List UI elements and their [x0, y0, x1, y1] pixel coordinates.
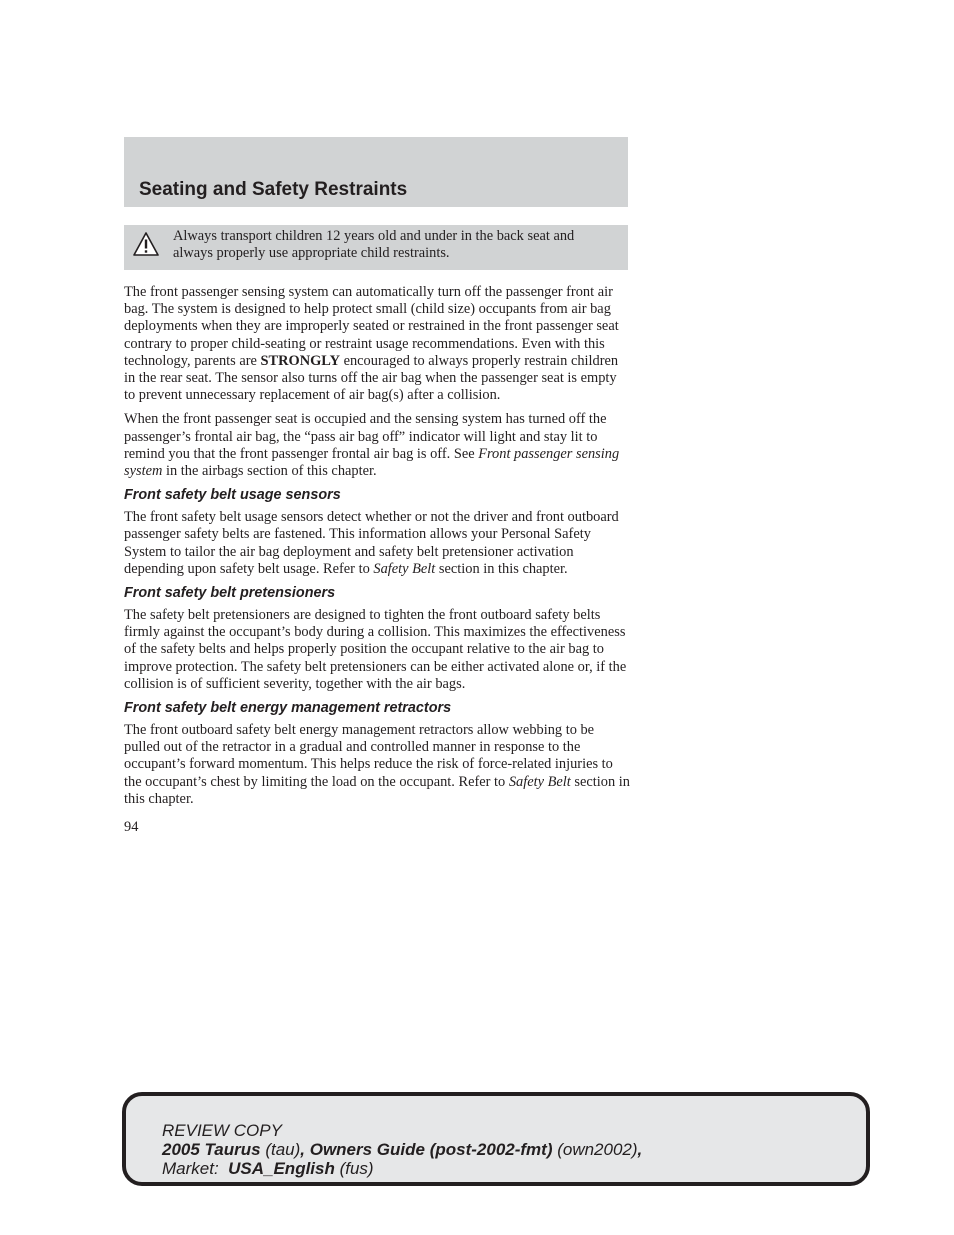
paragraph-passenger-sensing [124, 284, 630, 404]
text-run: The front safety belt usage sensors detect whether or not the driver and front outboard passenger safety belts are fastened. This information allows your Personal Safety System to tailor the air bag deployment and safety belt pretensioner activation depending upon safety belt usage. Refer to [124, 509, 619, 577]
section-title: Seating and Safety Restraints [139, 179, 408, 200]
text-run: When the front passenger seat is occupied and the sensing system has turned off the passenger’s frontal air bag, the “pass air bag off” indicator will light and stay lit to remind you that the front passenger frontal air bag is off. See [124, 411, 607, 462]
heading-usage-sensors: Front safety belt usage sensors [124, 487, 341, 504]
publication-info [162, 1140, 642, 1159]
paragraph-retractors [124, 722, 630, 808]
review-copy-label: REVIEW COPY [162, 1121, 282, 1140]
review-copy-box [122, 1092, 870, 1186]
warning-box [124, 225, 628, 270]
body-content [124, 284, 630, 836]
market-info [162, 1159, 642, 1178]
text-run: encouraged to always properly restrain children in the rear seat. The sensor also turns off the air bag when the passenger seat is empty to prevent unnecessary replacement of air bag(s) after a collision. [124, 352, 619, 404]
guide-name: , Owners Guide (post-2002-fmt) [300, 1140, 553, 1159]
text-run: The front passenger sensing system can automatically turn off the passenger front air bag. The system is designed to help protect small (child size) occupants from air bag deployments when they are improperly seated or restrained in the front passenger seat contrary to proper child-seating or restraint usage recommendations. Even with this technology, parents are [124, 284, 619, 369]
heading-retractors: Front safety belt energy management retractors [124, 700, 452, 717]
market-label: Market: [162, 1159, 229, 1178]
market-name: USA_English [228, 1159, 335, 1178]
review-copy-text [162, 1121, 642, 1178]
paragraph-indicator [124, 411, 630, 480]
section-header-band [124, 137, 628, 207]
page-number: 94 [124, 819, 139, 836]
paragraph-usage-sensors [124, 509, 630, 578]
market-code: (fus) [334, 1159, 374, 1178]
cross-reference: Safety Belt [508, 773, 571, 790]
warning-text: Always transport children 12 years old and under in the back seat and always properly use appropriate child restraints. [173, 228, 575, 261]
model-name: 2005 Taurus [162, 1140, 261, 1159]
text-run: section in this chapter. [124, 773, 630, 807]
cross-reference: Front passenger sensing system [124, 445, 620, 480]
text-run: The front outboard safety belt energy management retractors allow webbing to be pulled out of the retractor in a gradual and controlled manner in response to the occupant’s forward momentum. This helps reduce the risk of force-related injuries to the occupant’s chest by limiting the load on the occupant. Refer to [124, 722, 613, 790]
cross-reference: Safety Belt [373, 560, 436, 577]
text-run: in the airbags section of this chapter. [162, 463, 377, 480]
model-code: (tau) [260, 1140, 301, 1159]
warning-triangle-icon [133, 231, 159, 257]
emphasis-strongly: STRONGLY [260, 352, 340, 369]
heading-pretensioners: Front safety belt pretensioners [124, 585, 336, 602]
separator: , [637, 1140, 643, 1159]
paragraph-pretensioners: The safety belt pretensioners are designed to tighten the front outboard safety belts firmly against the occupant’s body during a collision. This maximizes the effectiveness of the safety belts and helps properly position the occupant relative to the air bag to improve protection. The safety belt pretensioners can be either activated alone or, if the collision is of sufficient severity, together with the air bags. [124, 607, 627, 692]
guide-code: (own2002) [552, 1140, 638, 1159]
text-run: section in this chapter. [435, 560, 568, 577]
